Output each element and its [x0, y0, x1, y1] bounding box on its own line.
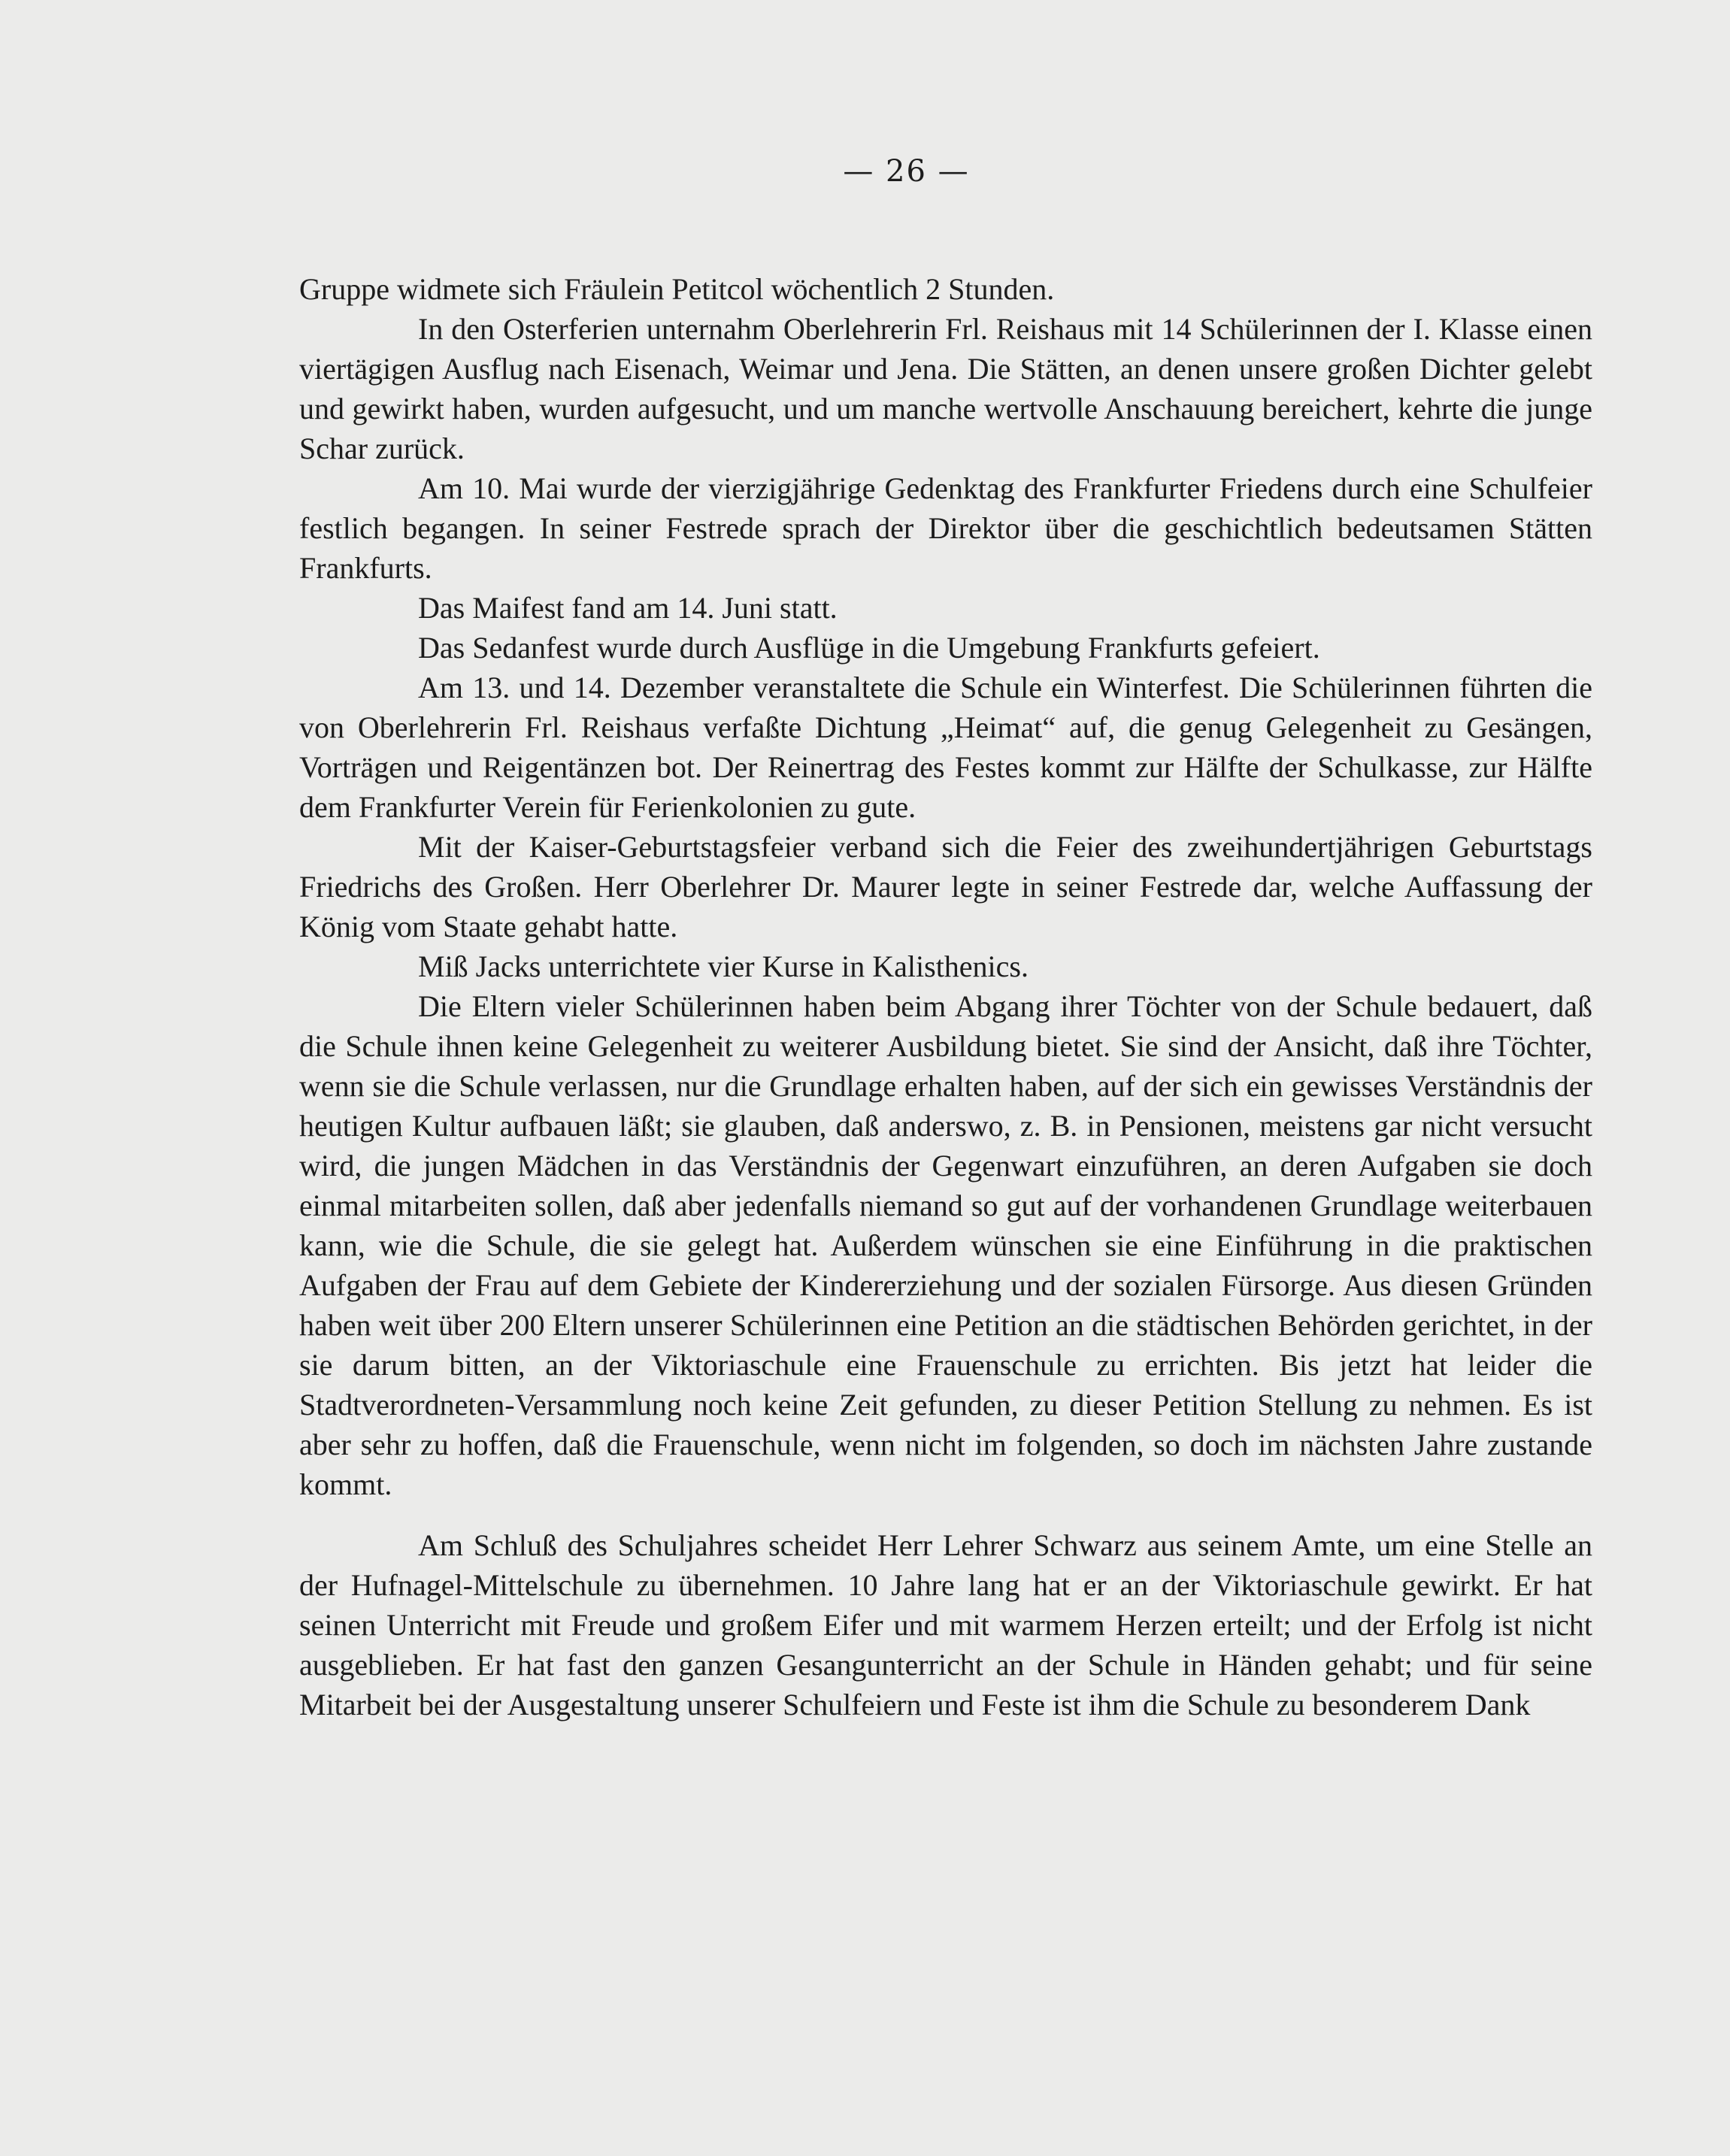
body-text [299, 269, 1592, 1724]
paragraph-10: Am Schluß des Schuljahres scheidet Herr Lehrer Schwarz aus seinem Amte, um eine Stelle an der Hufnagel-Mittelschule zu übernehmen. 10 Jahre lang hat er an der Viktoriaschule gewirkt. Er hat seinen Unterricht mit Freude und großem Eifer und mit warmem Herzen erteilt; und der Erfolg ist nicht ausgeblieben. Er hat fast den ganzen Gesangunterricht an der Schule in Händen gehabt; und für seine Mitarbeit bei der Ausgestaltung unserer Schulfeiern und Feste ist ihm die Schule zu besonderem Dank [299, 1528, 1592, 1721]
paragraph-7: Mit der Kaiser-Geburtstagsfeier verband sich die Feier des zweihundertjährigen Geburtstags Friedrichs des Großen. Herr Oberlehrer Dr. Maurer legte in seiner Festrede dar, welche Auffassung der König vom Staate gehabt hatte. [299, 830, 1592, 943]
paragraph-2: In den Osterferien unternahm Oberlehrerin Frl. Reishaus mit 14 Schülerinnen der I. Klasse einen viertägigen Ausflug nach Eisenach, Weimar und Jena. Die Stätten, an denen unsere großen Dichter gelebt und gewirkt haben, wurden aufgesucht, und um manche wertvolle Anschauung bereichert, kehrte die junge Schar zurück. [299, 312, 1592, 465]
paragraph-8: Miß Jacks unterrichtete vier Kurse in Kalisthenics. [418, 949, 1029, 983]
paragraph-1: Gruppe widmete sich Fräulein Petitcol wöchentlich 2 Stunden. [299, 272, 1055, 306]
paragraph-6: Am 13. und 14. Dezember veranstaltete die Schule ein Winterfest. Die Schülerinnen führten die von Oberlehrerin Frl. Reishaus verfaßte Dichtung „Heimat“ auf, die genug Gelegenheit zu Gesängen, Vorträgen und Reigentänzen bot. Der Reinertrag des Festes kommt zur Hälfte der Schulkasse, zur Hälfte dem Frankfurter Verein für Ferienkolonien zu gute. [299, 671, 1592, 824]
paragraph-9: Die Eltern vieler Schülerinnen haben beim Abgang ihrer Töchter von der Schule bedauert, daß die Schule ihnen keine Gelegenheit zu weiterer Ausbildung bietet. Sie sind der Ansicht, daß ihre Töchter, wenn sie die Schule verlassen, nur die Grundlage erhalten haben, auf der sich ein gewisses Verständnis der heutigen Kultur aufbauen läßt; sie glauben, daß anderswo, z. B. in Pensionen, meistens gar nicht versucht wird, die jungen Mädchen in das Verständnis der Gegenwart einzuführen, an deren Aufgaben sie doch einmal mitarbeiten sollen, daß aber jedenfalls niemand so gut auf der vorhandenen Grundlage weiterbauen kann, wie die Schule, die sie gelegt hat. Außerdem wünschen sie eine Einführung in die praktischen Aufgaben der Frau auf dem Gebiete der Kindererziehung und der sozialen Fürsorge. Aus diesen Gründen haben weit über 200 Eltern unserer Schülerinnen eine Petition an die städtischen Behörden gerichtet, in der sie darum bitten, an der Viktoriaschule eine Frauenschule zu errichten. Bis jetzt hat leider die Stadtverordneten-Versammlung noch keine Zeit gefunden, zu dieser Petition Stellung zu nehmen. Es ist aber sehr zu hoffen, daß die Frauenschule, wenn nicht im folgenden, so doch im nächsten Jahre zustande kommt. [299, 989, 1592, 1501]
paragraph-3: Am 10. Mai wurde der vierzigjährige Gedenktag des Frankfurter Friedens durch eine Schulfeier festlich begangen. In seiner Festrede sprach der Direktor über die geschichtlich bedeutsamen Stätten Frankfurts. [299, 471, 1592, 585]
paragraph-4: Das Maifest fand am 14. Juni statt. [418, 591, 838, 625]
page-number: — 26 — [843, 154, 970, 189]
paragraph-5: Das Sedanfest wurde durch Ausflüge in die Umgebung Frankfurts gefeiert. [418, 631, 1320, 665]
